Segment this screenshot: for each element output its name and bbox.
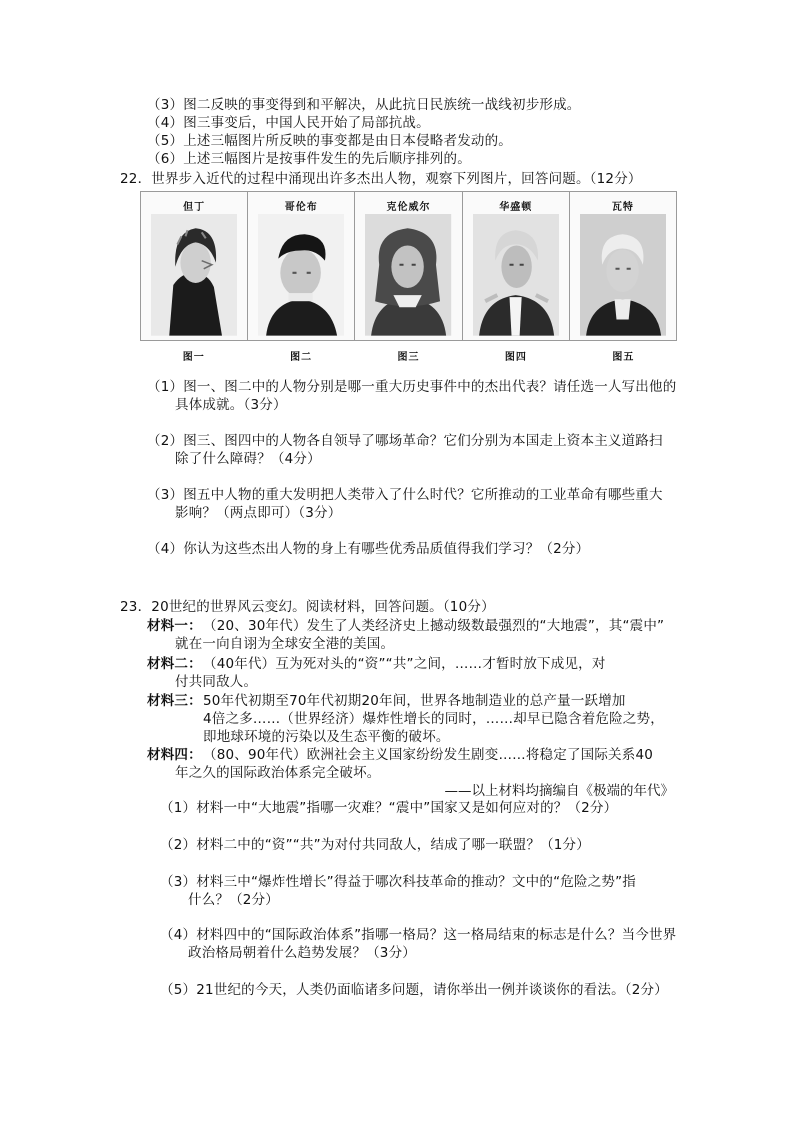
- q23-question-5: （5）21世纪的今天，人类仍面临诸多问题，请你举出一例并谈谈你的看法。（2分）: [160, 982, 668, 998]
- q22-question-3-line-2: 影响？（两点即可）（3分）: [175, 505, 342, 521]
- q23-question-2: （2）材料二中的“资”“共”为对付共同敌人，结成了哪一联盟？（1分）: [160, 837, 590, 853]
- portrait-name: 但丁: [183, 202, 206, 213]
- material-1-label: 材料一：: [147, 618, 202, 634]
- portrait-caption: 图四: [504, 352, 527, 363]
- portrait-panel-3: [355, 192, 462, 340]
- material-1-line-2: 就在一向自诩为全球安全港的美国。: [175, 636, 395, 652]
- q23-title: 23．20世纪的世界风云变幻。阅读材料，回答问题。（10分）: [120, 599, 495, 615]
- material-2-line-2: 付共同敌人。: [175, 674, 258, 690]
- portrait-strip: [140, 191, 677, 341]
- q23-question-1: （1）材料一中“大地震”指哪一灾难？“震中”国家又是如何应对的？（2分）: [160, 800, 618, 816]
- material-2-label: 材料二：: [147, 656, 202, 672]
- material-3-line-2: 4倍之多……（世界经济）爆炸性增长的同时，……却早已隐含着危险之势，: [203, 711, 664, 727]
- portrait-dante-icon: [151, 214, 237, 336]
- q22-title: 22．世界步入近代的过程中涌现出许多杰出人物，观察下列图片，回答问题。（12分）: [120, 171, 642, 187]
- q23-question-4-line-1: （4）材料四中的“国际政治体系”指哪一格局？这一格局结束的标志是什么？当今世界: [160, 927, 677, 943]
- q22-question-2-line-2: 除了什么障碍？（4分）: [175, 451, 321, 467]
- q22-question-3-line-1: （3）图五中人物的重大发明把人类带入了什么时代？它所推动的工业革命有哪些重大: [147, 487, 663, 503]
- material-1-line-1: （20、30年代）发生了人类经济史上撼动级数最强烈的“大地震”，其“震中”: [203, 618, 665, 634]
- portrait-washington-icon: [473, 214, 559, 336]
- material-3-line-3: 即地球环境的污染以及生态平衡的破坏。: [203, 729, 450, 745]
- q23-question-3-line-2: 什么？（2分）: [188, 892, 279, 908]
- material-3-label: 材料三：: [147, 693, 202, 709]
- portrait-panel-2: [248, 192, 355, 340]
- portrait-caption: 图五: [612, 352, 635, 363]
- portrait-caption: 图三: [397, 352, 420, 363]
- portrait-name: 克伦威尔: [386, 202, 431, 213]
- portrait-captions: [140, 348, 677, 363]
- material-source: ——以上材料均摘编自《极端的年代》: [444, 783, 674, 799]
- q21-item-6: （6）上述三幅图片是按事件发生的先后顺序排列的。: [147, 151, 471, 167]
- material-2-line-1: （40年代）互为死对头的“资”“共”之间，……才暂时放下成见，对: [203, 656, 606, 672]
- q21-item-5: （5）上述三幅图片所反映的事变都是由日本侵略者发动的。: [147, 133, 512, 149]
- q22-question-4: （4）你认为这些杰出人物的身上有哪些优秀品质值得我们学习？（2分）: [147, 541, 590, 557]
- portrait-columbus-icon: [258, 214, 344, 336]
- portrait-name: 哥伦布: [284, 202, 318, 213]
- material-4-line-2: 年之久的国际政治体系完全破坏。: [175, 765, 381, 781]
- portrait-panel-1: [141, 192, 248, 340]
- q23-question-3-line-1: （3）材料三中“爆炸性增长”得益于哪次科技革命的推动？文中的“危险之势”指: [160, 874, 636, 890]
- portrait-cromwell-icon: [365, 214, 451, 336]
- q21-item-3: （3）图二反映的事变得到和平解决，从此抗日民族统一战线初步形成。: [147, 97, 581, 113]
- portrait-caption: 图一: [182, 352, 205, 363]
- q22-question-1-line-2: 具体成就。（3分）: [175, 397, 287, 413]
- portrait-panel-5: [570, 192, 676, 340]
- q21-item-4: （4）图三事变后，中国人民开始了局部抗战。: [147, 115, 430, 131]
- portrait-caption: 图二: [290, 352, 313, 363]
- material-4-label: 材料四：: [147, 747, 202, 763]
- portrait-watt-icon: [580, 214, 666, 336]
- q22-question-1-line-1: （1）图一、图二中的人物分别是哪一重大历史事件中的杰出代表？请任选一人写出他的: [147, 379, 677, 395]
- q23-question-4-line-2: 政治格局朝着什么趋势发展？（3分）: [188, 945, 416, 961]
- portrait-name: 瓦特: [611, 202, 634, 213]
- material-3-line-1: 50年代初期至70年代初期20年间，世界各地制造业的总产量一跃增加: [203, 693, 626, 709]
- portrait-panel-4: [463, 192, 570, 340]
- portrait-name: 华盛顿: [499, 202, 533, 213]
- q22-question-2-line-1: （2）图三、图四中的人物各自领导了哪场革命？它们分别为本国走上资本主义道路扫: [147, 433, 663, 449]
- material-4-line-1: （80、90年代）欧洲社会主义国家纷纷发生剧变……将稳定了国际关系40: [203, 747, 654, 763]
